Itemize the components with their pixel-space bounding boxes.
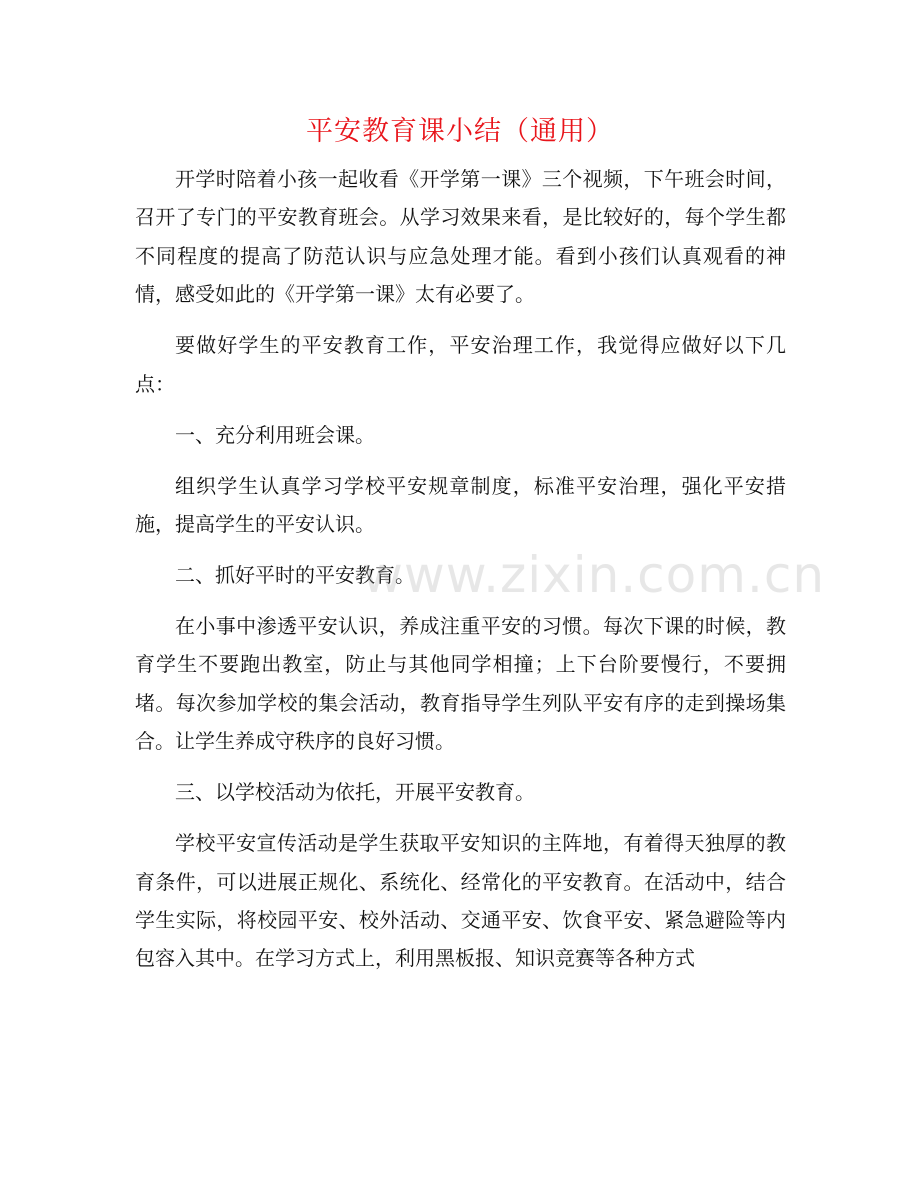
heading-point-2: 二、抓好平时的平安教育。 <box>175 563 415 588</box>
paragraph-point-2: 在小事中渗透平安认识，养成注重平安的习惯。每次下课的时候，教育学生不要跑出教室，防止与其他同学相撞；上下台阶要慢行，不要拥堵。每次参加学校的集会活动，教育指导学生列队平安有序的走到操场集合。让学生养成守秩序的良好习惯。 <box>135 614 786 754</box>
document-title: 平安教育课小结（通用） <box>306 116 614 147</box>
paragraph-intro: 开学时陪着小孩一起收看《开学第一课》三个视频，下午班会时间，召开了专门的平安教育班会。从学习效果来看，是比较好的，每个学生都不同程度的提高了防范认识与应急处理才能。看到小孩们认真观看的神情，感受如此的《开学第一课》太有必要了。 <box>135 167 786 307</box>
document-body <box>135 160 786 990</box>
paragraph-point-3: 学校平安宣传活动是学生获取平安知识的主阵地，有着得天独厚的教育条件，可以进展正规化、系统化、经常化的平安教育。在活动中，结合学生实际，将校园平安、校外活动、交通平安、饮食平安、紧急避险等内包容入其中。在学习方式上，利用黑板报、知识竞赛等各种方式 <box>135 831 786 971</box>
watermark: www.zixin.com.cn <box>362 546 826 604</box>
paragraph-points-lead: 要做好学生的平安教育工作，平安治理工作，我觉得应做好以下几点： <box>135 333 786 396</box>
heading-point-1: 一、充分利用班会课。 <box>175 422 375 447</box>
paragraph-point-1: 组织学生认真学习学校平安规章制度，标准平安治理，强化平安措施，提高学生的平安认识。 <box>135 473 786 537</box>
heading-point-3: 三、以学校活动为依托，开展平安教育。 <box>175 780 535 805</box>
